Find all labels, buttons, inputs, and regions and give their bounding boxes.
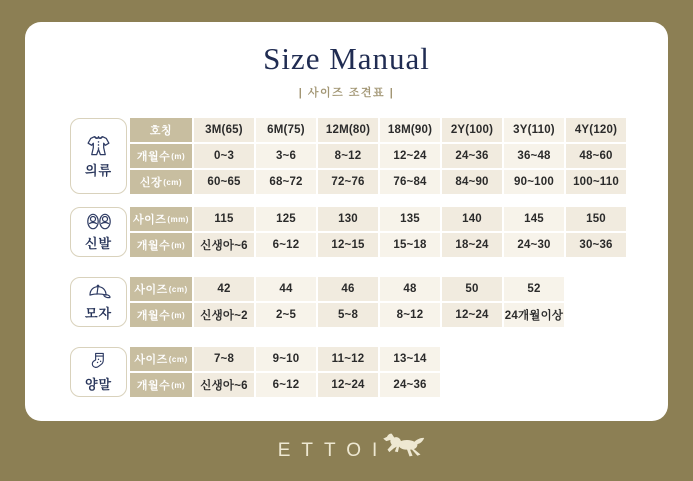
size-cell: 8~12 <box>380 303 440 327</box>
size-cell: 24~36 <box>380 373 440 397</box>
size-cell: 24개월이상 <box>504 303 564 327</box>
row-header <box>130 303 192 327</box>
size-cell: 4Y(120) <box>566 118 626 142</box>
category-label: 모자 <box>84 305 113 321</box>
size-cell: 3~6 <box>256 144 316 168</box>
page-subtitle: | 사이즈 조견표 | <box>298 87 395 99</box>
row-header <box>130 144 192 168</box>
row-header-unit: (m) <box>171 310 186 320</box>
row-header-unit: (m) <box>171 240 186 250</box>
cap-icon <box>86 283 112 301</box>
size-cell: 42 <box>194 277 254 301</box>
size-cell: 신생아~6 <box>194 233 254 257</box>
brand-name: ETTOI <box>277 439 389 461</box>
size-cell: 150 <box>566 207 626 231</box>
size-cell: 신생아~2 <box>194 303 254 327</box>
size-cell: 76~84 <box>380 170 440 194</box>
brand-logo <box>0 435 693 466</box>
size-cell: 60~65 <box>194 170 254 194</box>
size-cell: 115 <box>194 207 254 231</box>
size-cell: 52 <box>504 277 564 301</box>
row-header-text: 신장 <box>139 177 163 189</box>
category-clothing <box>70 118 127 194</box>
size-table-clothing <box>130 118 626 194</box>
row-header-text: 호칭 <box>149 125 173 137</box>
size-table-hat <box>130 277 564 327</box>
size-cell: 12~24 <box>318 373 378 397</box>
size-cell: 신생아~6 <box>194 373 254 397</box>
row-header-text: 개월수 <box>136 240 171 252</box>
size-cell: 130 <box>318 207 378 231</box>
section-socks <box>70 347 440 397</box>
row-header <box>130 373 192 397</box>
row-header-text: 사이즈 <box>134 284 168 296</box>
size-cell: 125 <box>256 207 316 231</box>
size-cell: 140 <box>442 207 502 231</box>
section-shoes <box>70 207 626 257</box>
size-cell: 68~72 <box>256 170 316 194</box>
category-shoes <box>70 207 127 257</box>
row-header <box>130 118 192 142</box>
row-header-unit: (cm) <box>163 177 183 187</box>
row-header <box>130 347 192 371</box>
size-cell: 30~36 <box>566 233 626 257</box>
size-cell: 2~5 <box>256 303 316 327</box>
category-label: 신발 <box>84 236 113 251</box>
size-cell: 6M(75) <box>256 118 316 142</box>
size-cell: 12~15 <box>318 233 378 257</box>
horse-icon <box>382 431 426 466</box>
size-cell: 0~3 <box>194 144 254 168</box>
size-cell: 15~18 <box>380 233 440 257</box>
size-cell: 12~24 <box>380 144 440 168</box>
page-title: Size Manual <box>263 41 430 76</box>
size-cell: 13~14 <box>380 347 440 371</box>
size-cell: 48~60 <box>566 144 626 168</box>
size-cell: 24~36 <box>442 144 502 168</box>
size-cell: 11~12 <box>318 347 378 371</box>
row-header <box>130 170 192 194</box>
size-cell: 6~12 <box>256 373 316 397</box>
size-cell: 100~110 <box>566 170 626 194</box>
category-hat <box>70 277 127 327</box>
size-cell: 2Y(100) <box>442 118 502 142</box>
size-cell: 46 <box>318 277 378 301</box>
row-header <box>130 233 192 257</box>
row-header <box>130 277 192 301</box>
size-cell: 6~12 <box>256 233 316 257</box>
section-clothing <box>70 118 626 194</box>
row-header-unit: (cm) <box>168 354 188 364</box>
size-cell: 36~48 <box>504 144 564 168</box>
size-cell: 12M(80) <box>318 118 378 142</box>
size-cell: 3M(65) <box>194 118 254 142</box>
size-cell: 8~12 <box>318 144 378 168</box>
section-hat <box>70 277 564 327</box>
size-cell: 50 <box>442 277 502 301</box>
row-header-text: 개월수 <box>136 151 171 163</box>
size-cell: 5~8 <box>318 303 378 327</box>
sock-icon <box>88 351 109 372</box>
row-header-text: 사이즈 <box>134 354 168 366</box>
category-label: 의류 <box>84 162 113 178</box>
row-header-text: 개월수 <box>136 380 171 392</box>
size-table-socks <box>130 347 440 397</box>
size-cell: 18M(90) <box>380 118 440 142</box>
shoes-icon <box>85 212 113 231</box>
row-header-text: 개월수 <box>136 310 171 322</box>
size-cell: 90~100 <box>504 170 564 194</box>
size-cell: 3Y(110) <box>504 118 564 142</box>
size-cell: 24~30 <box>504 233 564 257</box>
size-cell: 48 <box>380 277 440 301</box>
row-header-unit: (m) <box>171 380 186 390</box>
onesie-icon <box>85 134 112 158</box>
row-header <box>130 207 192 231</box>
category-label: 양말 <box>84 377 113 392</box>
size-cell: 12~24 <box>442 303 502 327</box>
size-cell: 145 <box>504 207 564 231</box>
size-cell: 44 <box>256 277 316 301</box>
size-cell: 72~76 <box>318 170 378 194</box>
size-cell: 84~90 <box>442 170 502 194</box>
size-table-shoes <box>130 207 626 257</box>
size-cell: 9~10 <box>256 347 316 371</box>
size-cell: 135 <box>380 207 440 231</box>
size-cell: 7~8 <box>194 347 254 371</box>
row-header-unit: (mm) <box>167 214 189 224</box>
row-header-text: 사이즈 <box>133 214 167 226</box>
row-header-unit: (m) <box>171 151 186 161</box>
size-cell: 18~24 <box>442 233 502 257</box>
category-socks <box>70 347 127 397</box>
row-header-unit: (cm) <box>168 284 188 294</box>
